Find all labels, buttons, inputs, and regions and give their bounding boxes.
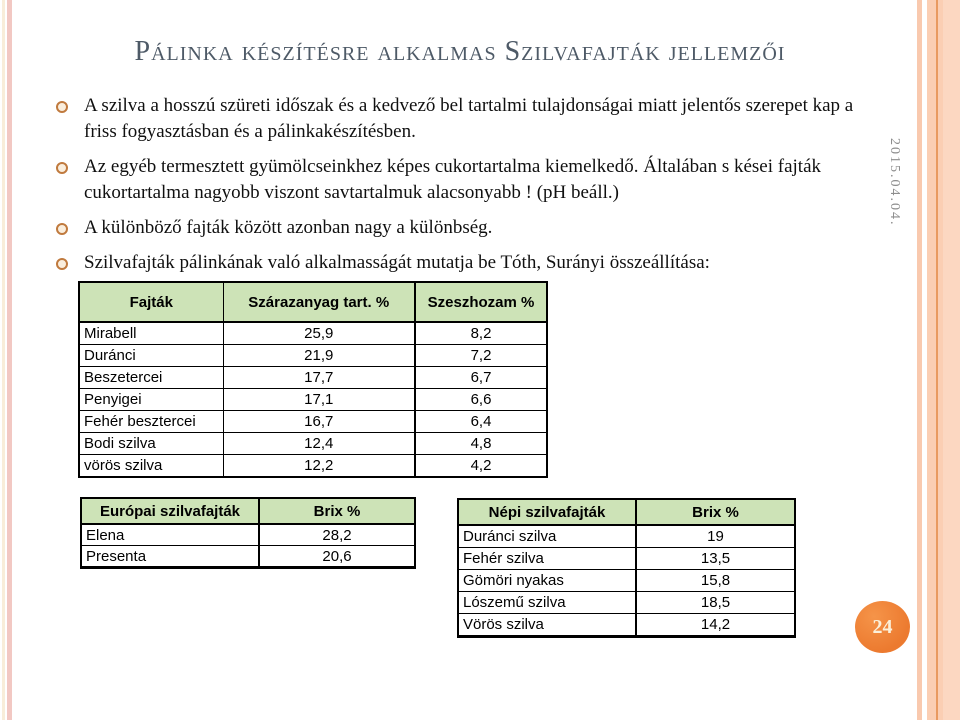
variety-name-cell: Fehér szilva <box>458 548 636 570</box>
right-edge-stripe-band <box>927 0 936 720</box>
european-varieties-table <box>80 497 416 569</box>
date-sidebar: 2015.04.04. <box>887 138 902 227</box>
brix-cell: 19 <box>636 525 795 548</box>
table-row <box>458 548 795 570</box>
variety-name-cell: Lószemű szilva <box>458 592 636 614</box>
variety-name-cell: Gömöri nyakas <box>458 570 636 592</box>
brix-cell: 13,5 <box>636 548 795 570</box>
page-title: Pálinka készítésre alkalmas Szilvafajták jellemzői <box>134 36 786 67</box>
column-header: Szárazanyag tart. % <box>223 282 415 322</box>
table-row <box>81 546 415 568</box>
bullet-item <box>56 215 878 241</box>
variety-name-cell: Vörös szilva <box>458 614 636 637</box>
left-edge-stripe-inner <box>7 0 12 720</box>
bullet-item <box>56 250 878 276</box>
brix-cell: 20,6 <box>259 546 415 568</box>
bullet-item <box>56 154 878 206</box>
right-edge-stripe-light <box>943 0 960 720</box>
variety-name-cell: Penyigei <box>79 389 223 411</box>
table-row <box>458 614 795 637</box>
alcohol-yield-cell: 6,4 <box>415 411 547 433</box>
brix-cell: 28,2 <box>259 524 415 546</box>
column-header: Fajták <box>79 282 223 322</box>
alcohol-yield-cell: 4,8 <box>415 433 547 455</box>
table-header-row <box>81 498 415 524</box>
table-row <box>79 455 547 478</box>
table-row <box>79 389 547 411</box>
alcohol-yield-cell: 6,6 <box>415 389 547 411</box>
right-edge-stripe-thin <box>917 0 922 720</box>
variety-name-cell: vörös szilva <box>79 455 223 478</box>
column-header: Brix % <box>636 499 795 525</box>
bullet-circle-icon <box>56 101 68 113</box>
bullet-circle-icon <box>56 223 68 235</box>
variety-name-cell: Fehér besztercei <box>79 411 223 433</box>
bullet-text: Az egyéb termesztett gyümölcseinkhez képes cukortartalma kiemelkedő. Általában s kései fajták cukortartalma nagyobb viszont savtartalmuk alacsonyabb ! (pH beáll.) <box>84 156 822 203</box>
table-header-row <box>458 499 795 525</box>
variety-name-cell: Presenta <box>81 546 259 568</box>
brix-cell: 18,5 <box>636 592 795 614</box>
table-row <box>79 322 547 345</box>
column-header: Népi szilvafajták <box>458 499 636 525</box>
bullet-list <box>56 93 878 285</box>
folk-varieties-table <box>457 498 796 638</box>
column-header: Brix % <box>259 498 415 524</box>
bullet-circle-icon <box>56 258 68 270</box>
table-row <box>79 367 547 389</box>
bullet-text: A különböző fajták között azonban nagy a különbség. <box>84 217 493 238</box>
page-number-badge: 24 <box>855 601 910 653</box>
variety-name-cell: Bodi szilva <box>79 433 223 455</box>
dry-matter-cell: 25,9 <box>223 322 415 345</box>
table-row <box>458 570 795 592</box>
variety-name-cell: Duránci szilva <box>458 525 636 548</box>
left-edge-stripe-outer <box>2 0 5 720</box>
table-row <box>458 592 795 614</box>
table-header-row <box>79 282 547 322</box>
dry-matter-cell: 21,9 <box>223 345 415 367</box>
dry-matter-cell: 12,2 <box>223 455 415 478</box>
bullet-circle-icon <box>56 162 68 174</box>
varieties-table <box>78 281 548 478</box>
alcohol-yield-cell: 6,7 <box>415 367 547 389</box>
variety-name-cell: Elena <box>81 524 259 546</box>
alcohol-yield-cell: 4,2 <box>415 455 547 478</box>
alcohol-yield-cell: 8,2 <box>415 322 547 345</box>
table-row <box>79 433 547 455</box>
bullet-item <box>56 93 878 145</box>
table-row <box>458 525 795 548</box>
brix-cell: 14,2 <box>636 614 795 637</box>
dry-matter-cell: 17,7 <box>223 367 415 389</box>
variety-name-cell: Beszetercei <box>79 367 223 389</box>
table-row <box>79 345 547 367</box>
dry-matter-cell: 16,7 <box>223 411 415 433</box>
variety-name-cell: Duránci <box>79 345 223 367</box>
bullet-text: Szilvafajták pálinkának való alkalmasságát mutatja be Tóth, Surányi összeállítása: <box>84 252 710 273</box>
column-header: Szeszhozam % <box>415 282 547 322</box>
alcohol-yield-cell: 7,2 <box>415 345 547 367</box>
bullet-text: A szilva a hosszú szüreti időszak és a kedvező bel tartalmi tulajdonságai miatt jelentős szerepet kap a friss fogyasztásban és a pálinkakészítésben. <box>84 95 854 142</box>
brix-cell: 15,8 <box>636 570 795 592</box>
dry-matter-cell: 12,4 <box>223 433 415 455</box>
table-row <box>79 411 547 433</box>
dry-matter-cell: 17,1 <box>223 389 415 411</box>
column-header: Európai szilvafajták <box>81 498 259 524</box>
variety-name-cell: Mirabell <box>79 322 223 345</box>
table-row <box>81 524 415 546</box>
